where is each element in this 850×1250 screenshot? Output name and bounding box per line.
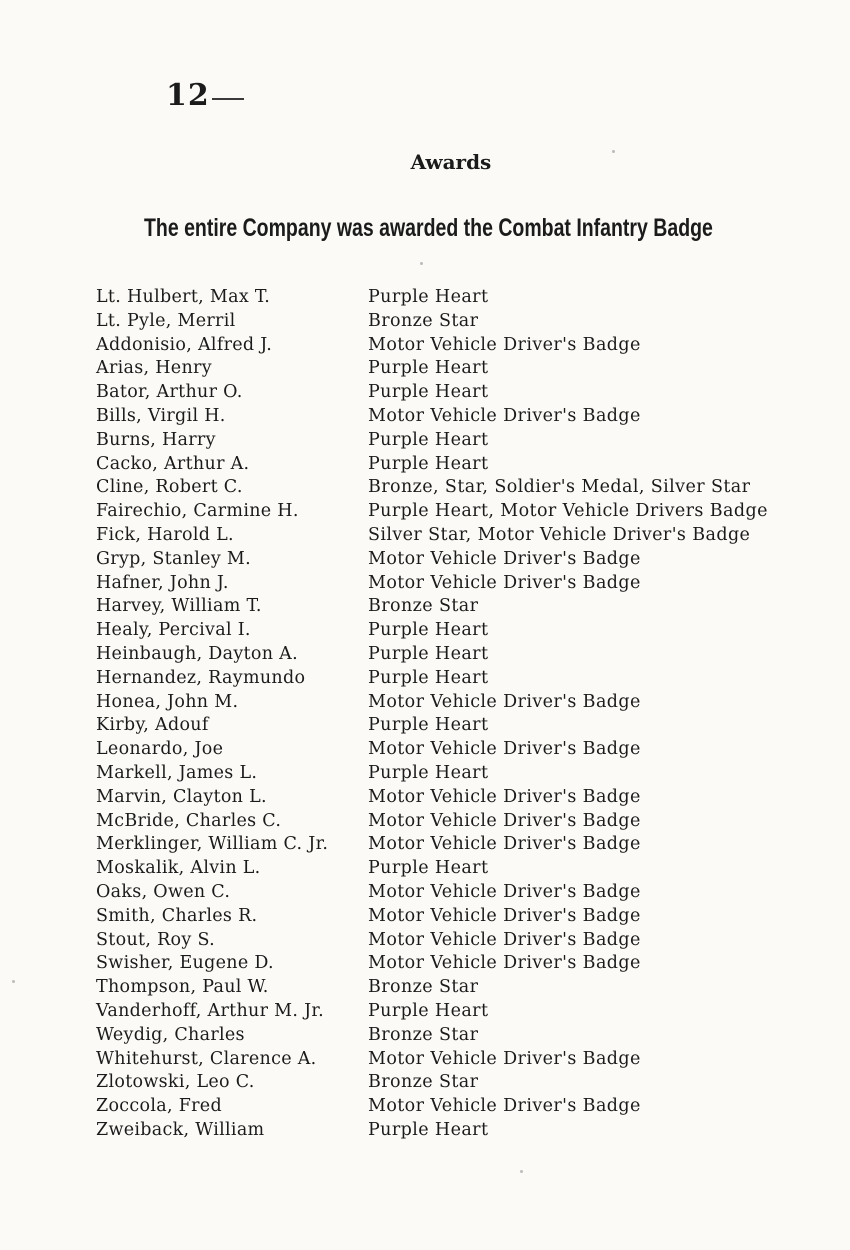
- recipient-name: Fick, Harold L.: [96, 524, 234, 545]
- award-description: Motor Vehicle Driver's Badge: [368, 929, 641, 950]
- recipient-name: Stout, Roy S.: [96, 929, 215, 950]
- award-row: [96, 1071, 826, 1095]
- award-row: [96, 334, 826, 358]
- recipient-name: Bator, Arthur O.: [96, 382, 243, 403]
- recipient-name: Kirby, Adouf: [96, 715, 209, 736]
- award-row: [96, 405, 826, 429]
- recipient-name: Arias, Henry: [96, 358, 212, 379]
- award-row: [96, 905, 826, 929]
- award-description: Motor Vehicle Driver's Badge: [368, 881, 641, 902]
- award-row: [96, 595, 826, 619]
- award-description: Motor Vehicle Driver's Badge: [368, 953, 641, 974]
- award-row: [96, 1048, 826, 1072]
- award-row: [96, 667, 826, 691]
- recipient-name: Leonardo, Joe: [96, 739, 224, 760]
- award-row: [96, 691, 826, 715]
- recipient-name: Burns, Harry: [96, 429, 216, 450]
- recipient-name: Zoccola, Fred: [96, 1096, 222, 1117]
- recipient-name: Thompson, Paul W.: [96, 977, 269, 998]
- section-title: Awards: [410, 150, 492, 174]
- print-speck: [12, 980, 15, 983]
- print-speck: [612, 150, 615, 153]
- award-description: Motor Vehicle Driver's Badge: [368, 905, 641, 926]
- award-description: Motor Vehicle Driver's Badge: [368, 739, 641, 760]
- page-number: 12: [166, 78, 210, 113]
- award-row: [96, 643, 826, 667]
- award-row: [96, 500, 826, 524]
- award-description: Purple Heart: [368, 762, 489, 783]
- awards-list: [96, 286, 826, 1143]
- award-row: [96, 976, 826, 1000]
- award-description: Purple Heart, Motor Vehicle Drivers Badge: [368, 501, 768, 522]
- award-row: [96, 857, 826, 881]
- award-row: [96, 310, 826, 334]
- award-description: Purple Heart: [368, 382, 489, 403]
- award-description: Bronze Star: [368, 596, 479, 617]
- award-description: Purple Heart: [368, 858, 489, 879]
- print-speck: [520, 1170, 523, 1173]
- recipient-name: Markell, James L.: [96, 762, 258, 783]
- recipient-name: Moskalik, Alvin L.: [96, 858, 261, 879]
- award-row: [96, 881, 826, 905]
- award-row: [96, 1024, 826, 1048]
- award-description: Bronze Star: [368, 310, 479, 331]
- award-row: [96, 429, 826, 453]
- award-description: Bronze Star: [368, 977, 479, 998]
- award-row: [96, 738, 826, 762]
- award-description: Bronze Star: [368, 1072, 479, 1093]
- recipient-name: Healy, Percival I.: [96, 620, 251, 641]
- recipient-name: Whitehurst, Clarence A.: [96, 1048, 317, 1069]
- award-row: [96, 714, 826, 738]
- recipient-name: Zlotowski, Leo C.: [96, 1072, 255, 1093]
- recipient-name: Vanderhoff, Arthur M. Jr.: [96, 1000, 324, 1021]
- page-number-dash: [212, 98, 244, 100]
- award-description: Motor Vehicle Driver's Badge: [368, 548, 641, 569]
- award-description: Motor Vehicle Driver's Badge: [368, 691, 641, 712]
- award-row: [96, 286, 826, 310]
- award-description: Bronze Star: [368, 1024, 479, 1045]
- recipient-name: Heinbaugh, Dayton A.: [96, 643, 298, 664]
- award-description: Motor Vehicle Driver's Badge: [368, 1096, 641, 1117]
- award-row: [96, 572, 826, 596]
- award-row: [96, 619, 826, 643]
- recipient-name: Smith, Charles R.: [96, 905, 258, 926]
- award-row: [96, 1119, 826, 1143]
- award-description: Bronze, Star, Soldier's Medal, Silver Star: [368, 477, 751, 498]
- recipient-name: McBride, Charles C.: [96, 810, 282, 831]
- recipient-name: Weydig, Charles: [96, 1024, 245, 1045]
- recipient-name: Hernandez, Raymundo: [96, 667, 306, 688]
- print-speck: [420, 262, 423, 265]
- award-description: Motor Vehicle Driver's Badge: [368, 405, 641, 426]
- recipient-name: Cacko, Arthur A.: [96, 453, 250, 474]
- recipient-name: Bills, Virgil H.: [96, 405, 226, 426]
- award-description: Purple Heart: [368, 1119, 489, 1140]
- award-row: [96, 810, 826, 834]
- award-row: [96, 952, 826, 976]
- award-row: [96, 524, 826, 548]
- recipient-name: Cline, Robert C.: [96, 477, 243, 498]
- recipient-name: Zweiback, William: [96, 1119, 265, 1140]
- award-description: Silver Star, Motor Vehicle Driver's Badge: [368, 524, 751, 545]
- subtitle: The entire Company was awarded the Combat Infantry Badge: [144, 214, 713, 242]
- award-row: [96, 476, 826, 500]
- award-description: Purple Heart: [368, 1000, 489, 1021]
- award-description: Purple Heart: [368, 287, 489, 307]
- recipient-name: Oaks, Owen C.: [96, 881, 231, 902]
- award-row: [96, 357, 826, 381]
- award-description: Purple Heart: [368, 453, 489, 474]
- award-description: Motor Vehicle Driver's Badge: [368, 786, 641, 807]
- recipient-name: Lt. Hulbert, Max T.: [96, 287, 271, 307]
- award-row: [96, 381, 826, 405]
- award-description: Purple Heart: [368, 643, 489, 664]
- recipient-name: Gryp, Stanley M.: [96, 548, 251, 569]
- award-description: Motor Vehicle Driver's Badge: [368, 572, 641, 593]
- award-description: Motor Vehicle Driver's Badge: [368, 1048, 641, 1069]
- award-row: [96, 762, 826, 786]
- award-row: [96, 453, 826, 477]
- recipient-name: Marvin, Clayton L.: [96, 786, 267, 807]
- award-description: Motor Vehicle Driver's Badge: [368, 810, 641, 831]
- recipient-name: Lt. Pyle, Merril: [96, 310, 236, 331]
- award-row: [96, 1095, 826, 1119]
- award-row: [96, 1000, 826, 1024]
- award-description: Purple Heart: [368, 715, 489, 736]
- recipient-name: Honea, John M.: [96, 691, 239, 712]
- award-row: [96, 833, 826, 857]
- recipient-name: Hafner, John J.: [96, 572, 229, 593]
- award-row: [96, 548, 826, 572]
- award-description: Motor Vehicle Driver's Badge: [368, 334, 641, 355]
- recipient-name: Fairechio, Carmine H.: [96, 501, 299, 522]
- recipient-name: Merklinger, William C. Jr.: [96, 834, 329, 855]
- recipient-name: Harvey, William T.: [96, 596, 262, 617]
- recipient-name: Addonisio, Alfred J.: [96, 334, 273, 355]
- award-description: Purple Heart: [368, 358, 489, 379]
- award-description: Purple Heart: [368, 429, 489, 450]
- recipient-name: Swisher, Eugene D.: [96, 953, 274, 974]
- award-row: [96, 786, 826, 810]
- award-description: Motor Vehicle Driver's Badge: [368, 834, 641, 855]
- award-description: Purple Heart: [368, 620, 489, 641]
- award-description: Purple Heart: [368, 667, 489, 688]
- award-row: [96, 929, 826, 953]
